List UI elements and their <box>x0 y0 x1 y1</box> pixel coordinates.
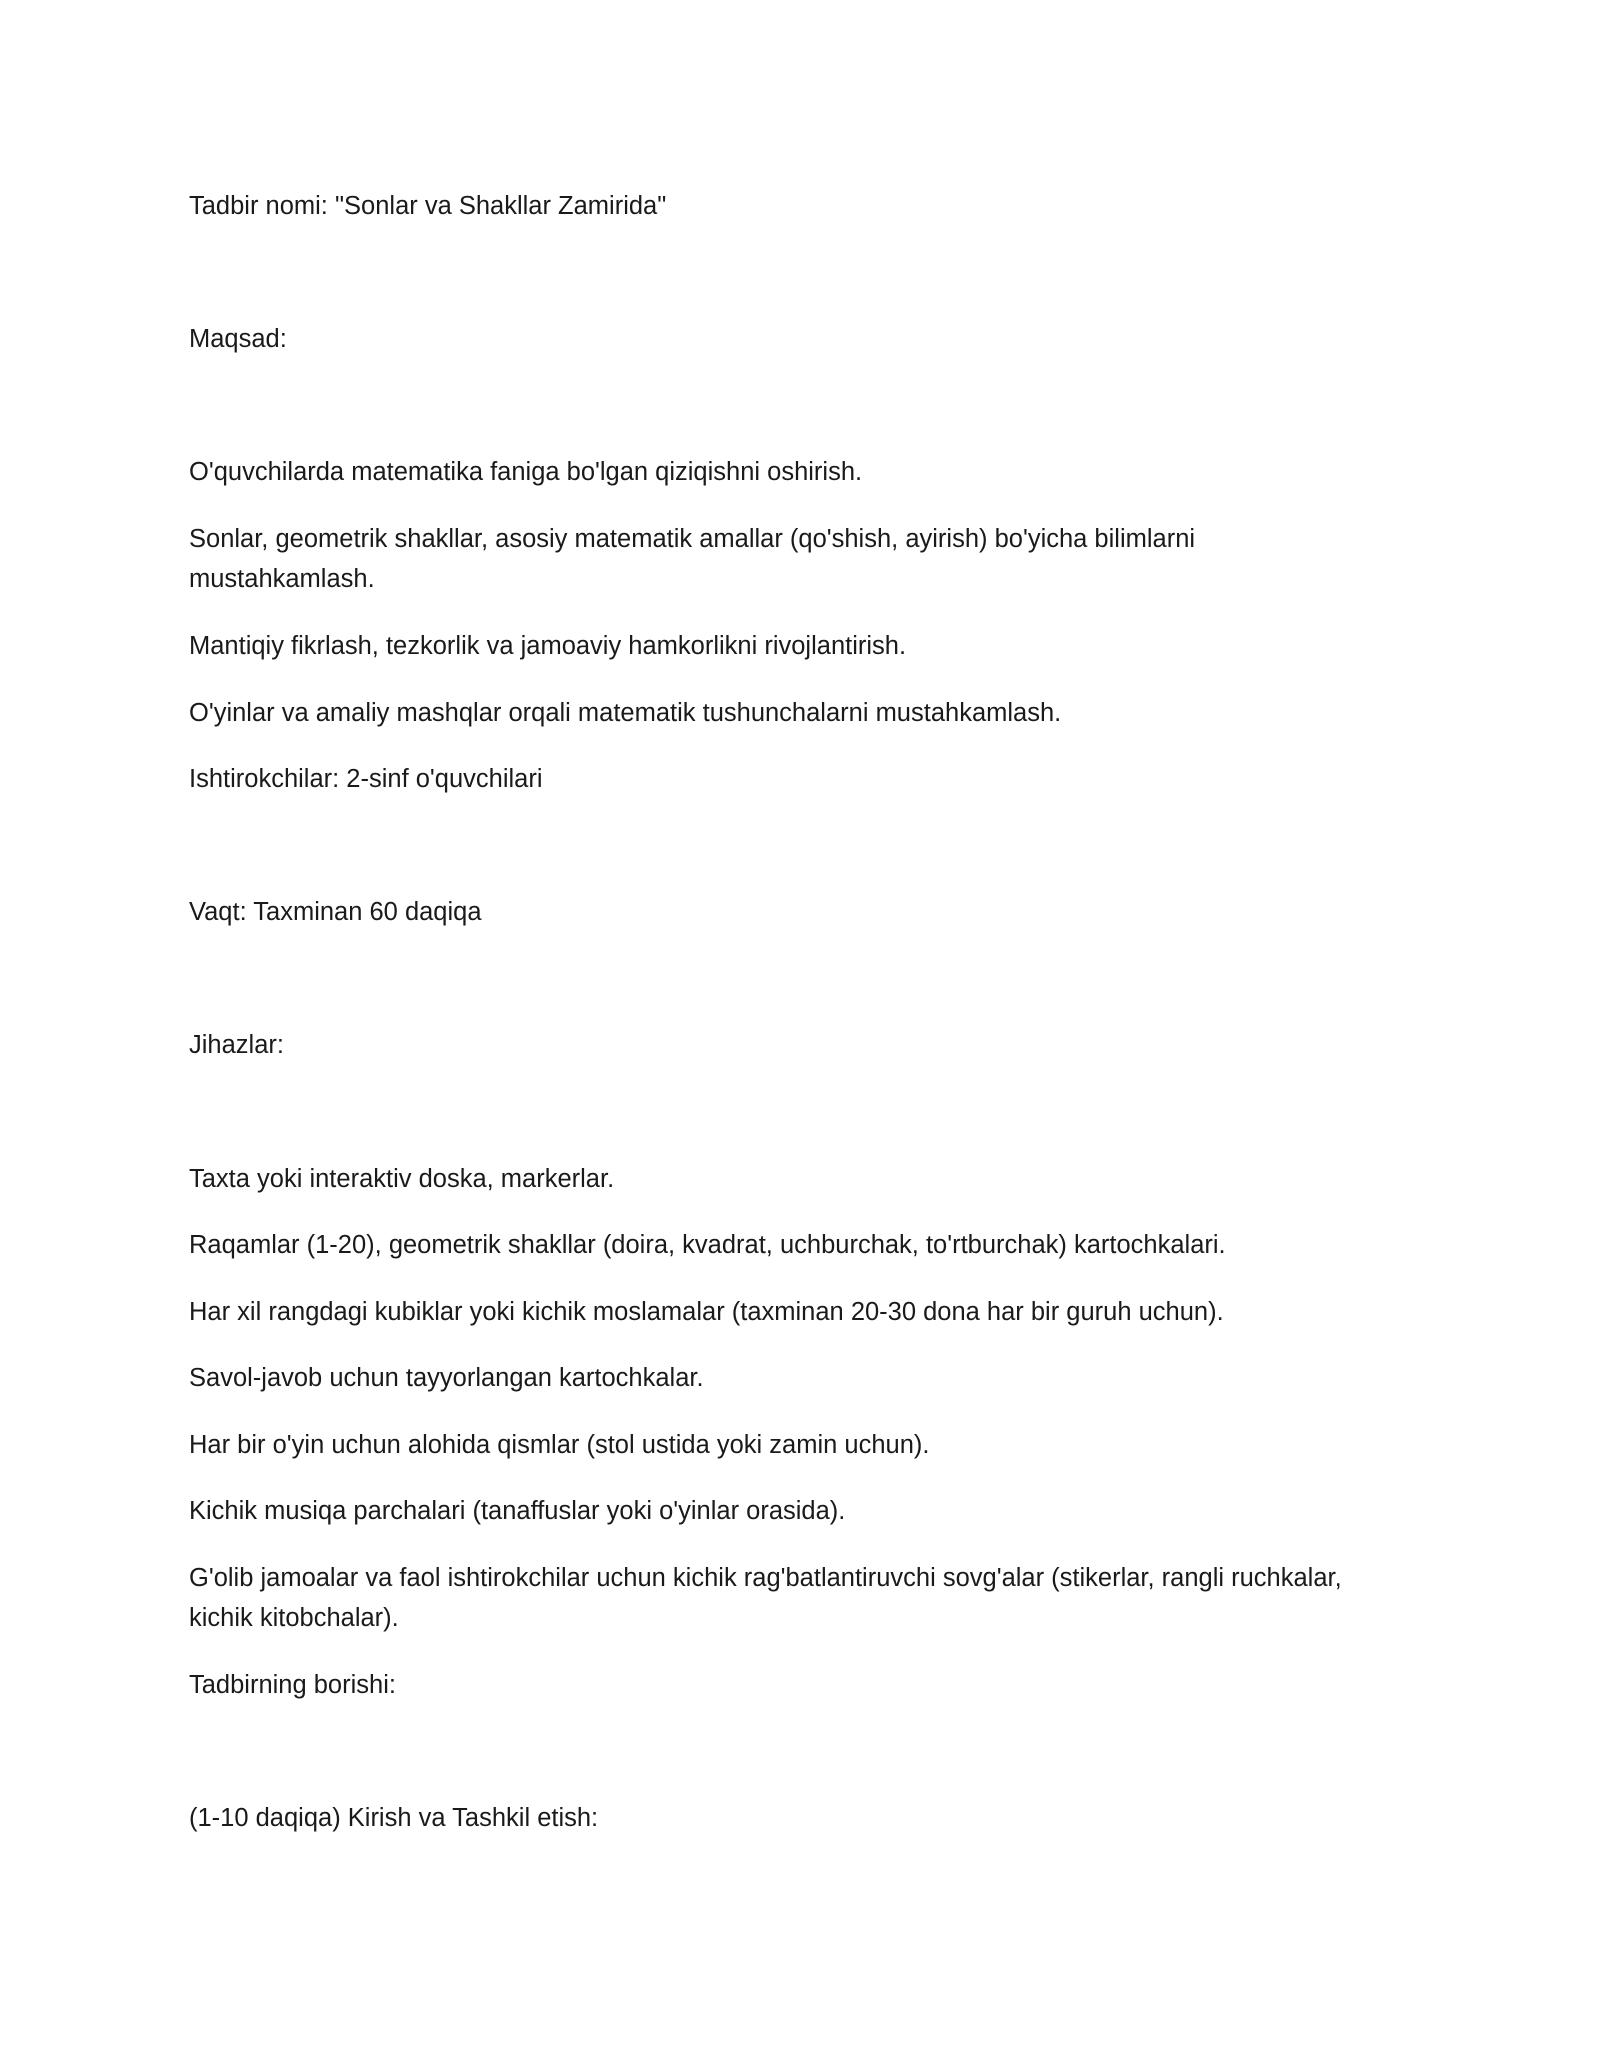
equipment-item: Har xil rangdagi kubiklar yoki kichik moslamalar (taxminan 20-30 dona har bir guruh uchun). <box>189 1298 1224 1326</box>
goal-heading: Maqsad: <box>189 325 287 353</box>
event-title: Tadbir nomi: "Sonlar va Shakllar Zamirida" <box>189 192 667 220</box>
participants-line: Ishtirokchilar: 2-sinf o'quvchilari <box>189 765 543 793</box>
equipment-item: Savol-javob uchun tayyorlangan kartochkalar. <box>189 1364 704 1392</box>
equipment-item: Kichik musiqa parchalari (tanaffuslar yoki o'yinlar orasida). <box>189 1497 846 1525</box>
equipment-item: Taxta yoki interaktiv doska, markerlar. <box>189 1165 615 1193</box>
equipment-item: G'olib jamoalar va faol ishtirokchilar uchun kichik rag'batlantiruvchi sovg'alar (stikerlar, rangli ruchkalar, <box>189 1564 1342 1592</box>
equipment-item-continuation: kichik kitobchalar). <box>189 1604 399 1632</box>
goal-item: O'quvchilarda matematika faniga bo'lgan qiziqishni oshirish. <box>189 458 863 486</box>
progress-heading: Tadbirning borishi: <box>189 1671 396 1699</box>
section-heading: (1-10 daqiqa) Kirish va Tashkil etish: <box>189 1804 599 1832</box>
goal-item: Sonlar, geometrik shakllar, asosiy matematik amallar (qo'shish, ayirish) bo'yicha bilimlarni <box>189 525 1196 553</box>
goal-item-continuation: mustahkamlash. <box>189 565 375 593</box>
equipment-item: Raqamlar (1-20), geometrik shakllar (doira, kvadrat, uchburchak, to'rtburchak) kartochkalari. <box>189 1231 1226 1259</box>
equipment-item: Har bir o'yin uchun alohida qismlar (stol ustida yoki zamin uchun). <box>189 1431 930 1459</box>
time-line: Vaqt: Taxminan 60 daqiqa <box>189 898 482 926</box>
equipment-heading: Jihazlar: <box>189 1031 284 1059</box>
goal-item: Mantiqiy fikrlash, tezkorlik va jamoaviy hamkorlikni rivojlantirish. <box>189 632 907 660</box>
goal-item: O'yinlar va amaliy mashqlar orqali matematik tushunchalarni mustahkamlash. <box>189 699 1062 727</box>
